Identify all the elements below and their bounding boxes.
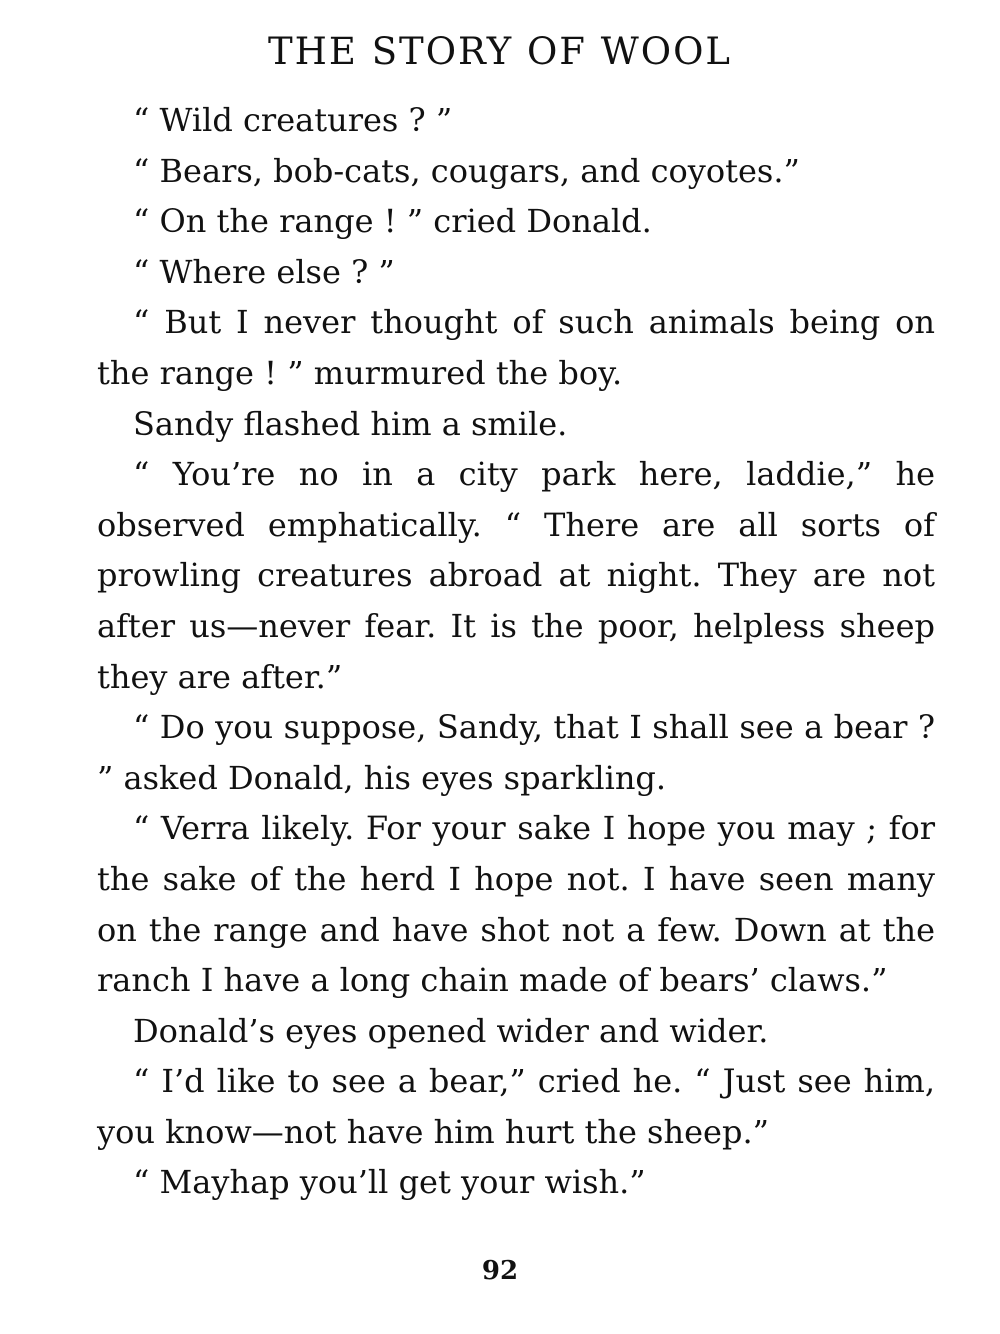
page-number: 92	[481, 1256, 519, 1286]
paragraph: “ On the range ! ” cried Donald.	[133, 202, 652, 241]
running-head: THE STORY OF WOOL	[267, 30, 733, 73]
paragraph: “ Mayhap you’ll get your wish.”	[133, 1163, 646, 1202]
paragraph: “ You’re no in a city park here, laddie,” he observed emphatically. “ There are all sorts of prowling creatures abroad at night. They are not after us—never fear. It is the poor, helpless sheep they are after.”	[97, 455, 935, 696]
paragraph: “ Bears, bob-cats, cougars, and coyotes.”	[133, 151, 800, 190]
paragraph: Sandy flashed him a smile.	[133, 404, 568, 443]
body-text	[97, 95, 935, 1208]
paragraph: “ But I never thought of such animals being on the range ! ” murmured the boy.	[97, 303, 935, 392]
paragraph: “ Wild creatures ? ”	[133, 101, 453, 139]
paragraph: “ Where else ? ”	[133, 252, 395, 291]
paragraph: “ Verra likely. For your sake I hope you may ; for the sake of the herd I hope not. I have seen many on the range and have shot not a few. Down at the ranch I have a long chain made of bears’ claws.”	[97, 809, 935, 1000]
paragraph: Donald’s eyes opened wider and wider.	[133, 1011, 769, 1050]
paragraph: “ Do you suppose, Sandy, that I shall see a bear ? ” asked Donald, his eyes sparkling.	[97, 708, 935, 797]
paragraph: “ I’d like to see a bear,” cried he. “ Just see him, you know—not have him hurt the sheep.”	[97, 1062, 935, 1151]
